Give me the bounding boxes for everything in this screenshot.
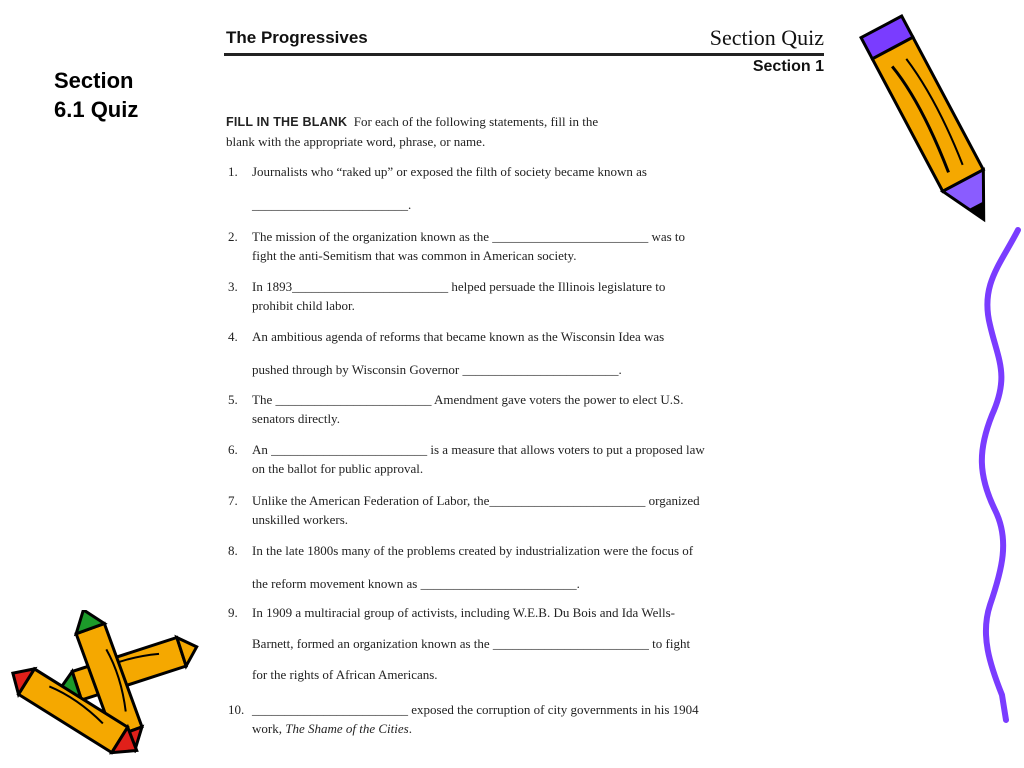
question-9 — [228, 603, 828, 684]
question-10 — [228, 700, 828, 738]
question-7 — [228, 491, 828, 529]
question-text: In the late 1800s many of the problems created by industrialization were the focus of — [252, 543, 694, 558]
question-2 — [228, 227, 828, 265]
question-text: senators directly. — [252, 411, 340, 426]
question-5 — [228, 390, 828, 428]
instructions-text-2: blank with the appropriate word, phrase, or name. — [226, 134, 486, 149]
crayons-icon — [0, 610, 205, 760]
answer-blank[interactable]: ________________________. — [252, 197, 412, 212]
question-text: The ________________________ Amendment gave voters the power to elect U.S. — [252, 392, 684, 407]
book-title: The Shame of the Cities — [285, 721, 409, 736]
question-number: 3. — [228, 279, 238, 294]
question-6 — [228, 440, 828, 478]
question-number: 2. — [228, 229, 238, 244]
worksheet-title: The Progressives — [226, 28, 368, 47]
section-label: Section 1 — [752, 58, 824, 75]
question-text: for the rights of African Americans. — [252, 667, 438, 682]
question-text: In 1893________________________ helped persuade the Illinois legislature to — [252, 279, 666, 294]
question-text: Barnett, formed an organization known as the ________________________ to fight — [252, 636, 691, 651]
question-text: In 1909 a multiracial group of activists, including W.E.B. Du Bois and Ida Wells- — [252, 605, 675, 620]
worksheet-label: Section Quiz — [709, 25, 824, 50]
question-text: work, The Shame of the Cities. — [252, 721, 412, 736]
question-3 — [228, 277, 828, 315]
question-number: 5. — [228, 392, 238, 407]
question-text: ________________________ exposed the corruption of city governments in his 1904 — [252, 702, 699, 717]
question-number: 8. — [228, 543, 238, 558]
instructions — [226, 112, 786, 152]
question-number: 1. — [228, 164, 238, 179]
pencil-icon — [858, 4, 1008, 244]
slide-title — [54, 66, 138, 124]
question-text: fight the anti-Semitism that was common in American society. — [252, 248, 577, 263]
question-text: on the ballot for public approval. — [252, 461, 424, 476]
question-text: An ________________________ is a measure that allows voters to put a proposed law — [252, 442, 705, 457]
question-4 — [228, 327, 828, 379]
header-rule — [224, 53, 824, 56]
question-number: 7. — [228, 493, 238, 508]
question-text: pushed through by Wisconsin Governor ________________________. — [252, 362, 622, 377]
wavy-line-icon — [960, 225, 1024, 725]
slide-title-line2: 6.1 Quiz — [54, 97, 139, 122]
question-number: 9. — [228, 605, 238, 620]
instructions-text-1: For each of the following statements, fill in the — [353, 114, 599, 129]
question-text: the reform movement known as ________________________. — [252, 576, 580, 591]
slide-title-line1: Section — [54, 68, 134, 93]
question-number: 4. — [228, 329, 238, 344]
question-text: Journalists who “raked up” or exposed the filth of society became known as — [252, 164, 647, 179]
question-text: unskilled workers. — [252, 512, 349, 527]
question-text: The mission of the organization known as the ________________________ was to — [252, 229, 686, 244]
question-text: prohibit child labor. — [252, 298, 355, 313]
question-number: 6. — [228, 442, 238, 457]
question-text: Unlike the American Federation of Labor, the________________________ organized — [252, 493, 700, 508]
question-number: 10. — [228, 702, 245, 717]
question-text: An ambitious agenda of reforms that became known as the Wisconsin Idea was — [252, 329, 665, 344]
question-1 — [228, 162, 828, 214]
question-8 — [228, 541, 828, 593]
instructions-heading: FILL IN THE BLANK — [226, 115, 348, 129]
